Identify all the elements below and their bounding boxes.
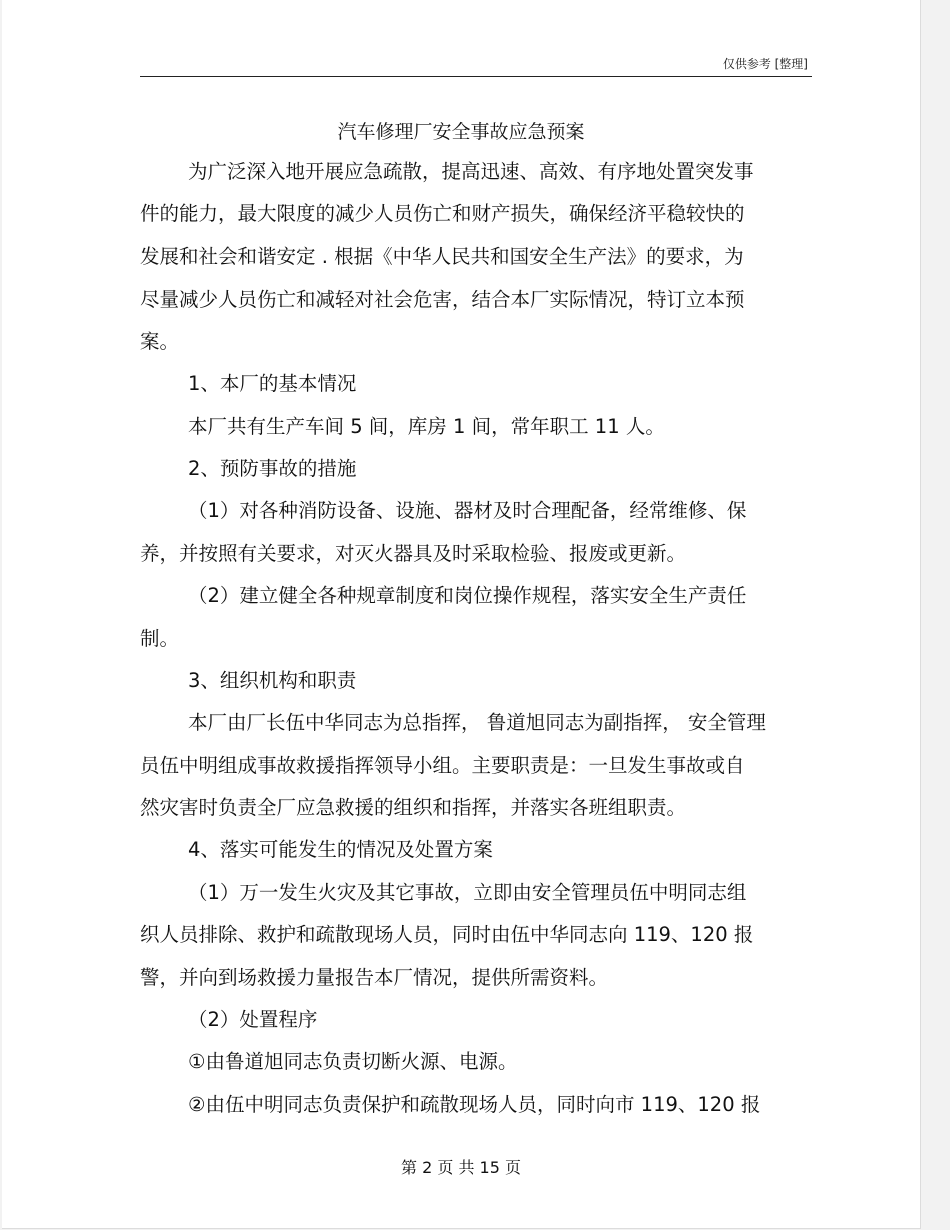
body-line: 织人员排除、救护和疏散现场人员，同时由伍中华同志向 119、120 报	[140, 923, 754, 946]
document-page	[2, 0, 921, 1229]
body-line: 尽量减少人员伤亡和减轻对社会危害，结合本厂实际情况，特订立本预	[140, 288, 745, 311]
body-line: 本厂由厂长伍中华同志为总指挥， 鲁道旭同志为副指挥， 安全管理	[188, 711, 766, 734]
body-line: 案。	[140, 330, 180, 353]
body-line: 件的能力，最大限度的减少人员伤亡和财产损失，确保经济平稳较快的	[140, 202, 745, 225]
body-line: 发展和社会和谐安定 . 根据《中华人民共和国安全生产法》的要求，为	[140, 245, 744, 268]
body-line: 员伍中明组成事故救援指挥领导小组。主要职责是：一旦发生事故或自	[140, 754, 745, 777]
body-line: 本厂共有生产车间 5 间，库房 1 间，常年职工 11 人。	[188, 415, 665, 438]
body-line: ①由鲁道旭同志负责切断火源、电源。	[188, 1050, 518, 1073]
body-line: （2）建立健全各种规章制度和岗位操作规程，落实安全生产责任	[188, 584, 747, 607]
body-line: 制。	[140, 627, 180, 650]
body-line: 养，并按照有关要求，对灭火器具及时采取检验、报废或更新。	[140, 542, 687, 565]
body-line: 警，并向到场救援力量报告本厂情况，提供所需资料。	[140, 966, 609, 989]
section-heading: 1、本厂的基本情况	[188, 372, 357, 395]
body-line: 然灾害时负责全厂应急救援的组织和指挥，并落实各班组职责。	[140, 796, 687, 819]
page-number: 第 2 页 共 15 页	[401, 1158, 521, 1177]
header-divider	[140, 76, 812, 77]
section-heading: 2、预防事故的措施	[188, 457, 357, 480]
body-line: 为广泛深入地开展应急疏散，提高迅速、高效、有序地处置突发事	[188, 160, 754, 183]
body-line: （1）万一发生火灾及其它事故，立即由安全管理员伍中明同志组	[188, 881, 747, 904]
body-line: （2）处置程序	[188, 1008, 318, 1031]
body-line: （1）对各种消防设备、设施、器材及时合理配备，经常维修、保	[188, 499, 747, 522]
header-label: 仅供参考 [整理]	[722, 57, 808, 71]
document-title: 汽车修理厂安全事故应急预案	[337, 121, 585, 143]
section-heading: 4、落实可能发生的情况及处置方案	[188, 838, 493, 861]
section-heading: 3、组织机构和职责	[188, 669, 357, 692]
body-line: ②由伍中明同志负责保护和疏散现场人员，同时向市 119、120 报	[188, 1093, 761, 1116]
